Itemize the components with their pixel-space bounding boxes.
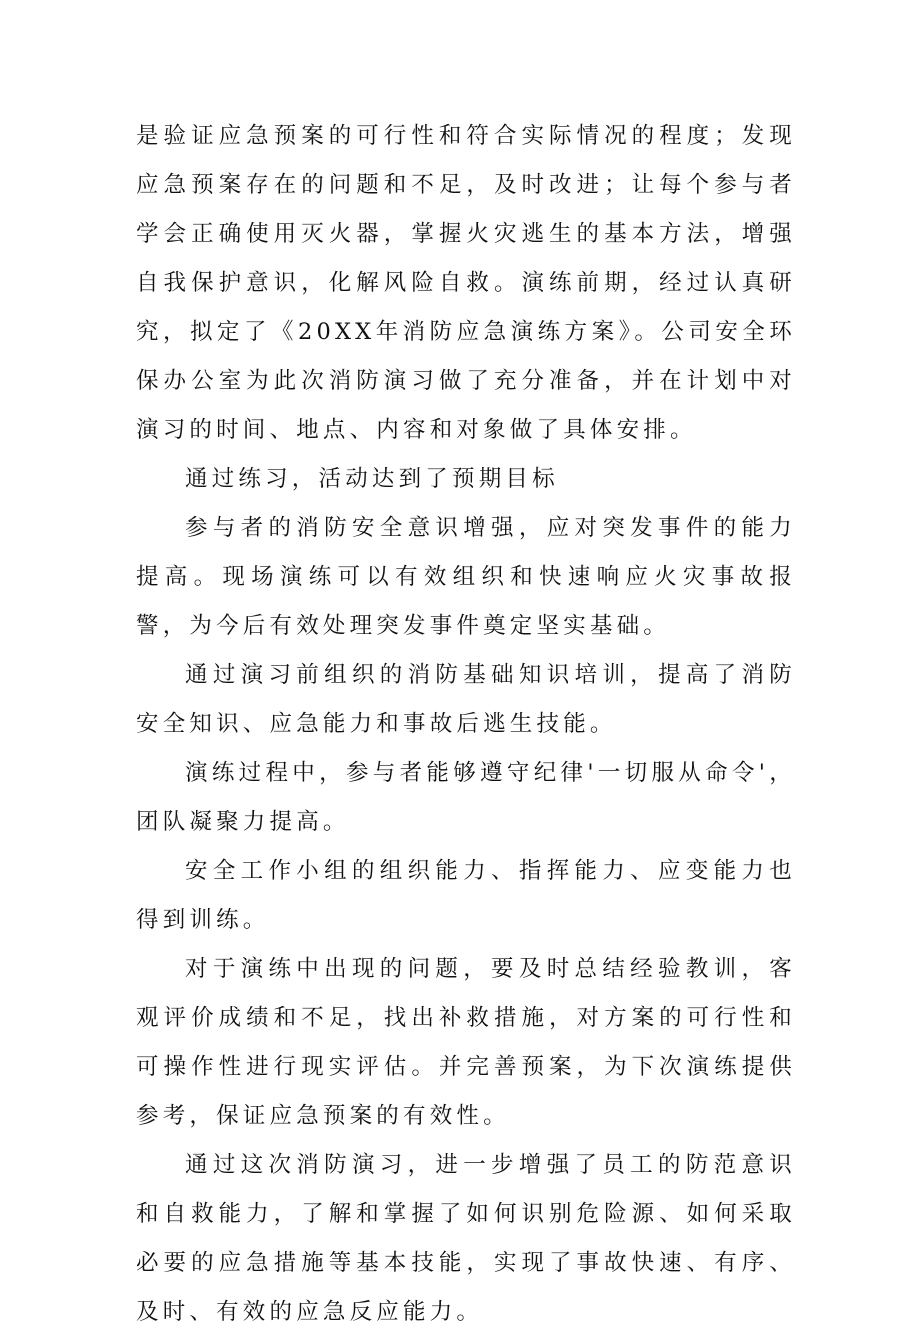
paragraph-4: 通过演习前组织的消防基础知识培训，提高了消防安全知识、应急能力和事故后逃生技能。 [136, 662, 796, 737]
document-body [136, 112, 796, 1337]
paragraph-5: 演练过程中，参与者能够遵守纪律'一切服从命令'，团队凝聚力提高。 [136, 760, 796, 835]
paragraph-2: 通过练习，活动达到了预期目标 [185, 466, 559, 492]
paragraph-8: 通过这次消防演习，进一步增强了员工的防范意识和自救能力，了解和掌握了如何识别危险源、如何采取必要的应急措施等基本技能，实现了事故快速、有序、及时、有效的应急反应能力。 [136, 1152, 796, 1325]
paragraph-1: 是验证应急预案的可行性和符合实际情况的程度；发现应急预案存在的问题和不足，及时改进；让每个参与者学会正确使用灭火器，掌握火灾逃生的基本方法，增强自我保护意识，化解风险自救。演练前期，经过认真研究，拟定了《20XX年消防应急演练方案》。公司安全环保办公室为此次消防演习做了充分准备，并在计划中对演习的时间、地点、内容和对象做了具体安排。 [136, 123, 796, 443]
paragraph-3: 参与者的消防安全意识增强，应对突发事件的能力提高。现场演练可以有效组织和快速响应火灾事故报警，为今后有效处理突发事件奠定坚实基础。 [136, 515, 796, 639]
paragraph-6: 安全工作小组的组织能力、指挥能力、应变能力也得到训练。 [136, 858, 796, 933]
paragraph-7: 对于演练中出现的问题，要及时总结经验教训，客观评价成绩和不足，找出补救措施，对方案的可行性和可操作性进行现实评估。并完善预案，为下次演练提供参考，保证应急预案的有效性。 [136, 956, 796, 1129]
